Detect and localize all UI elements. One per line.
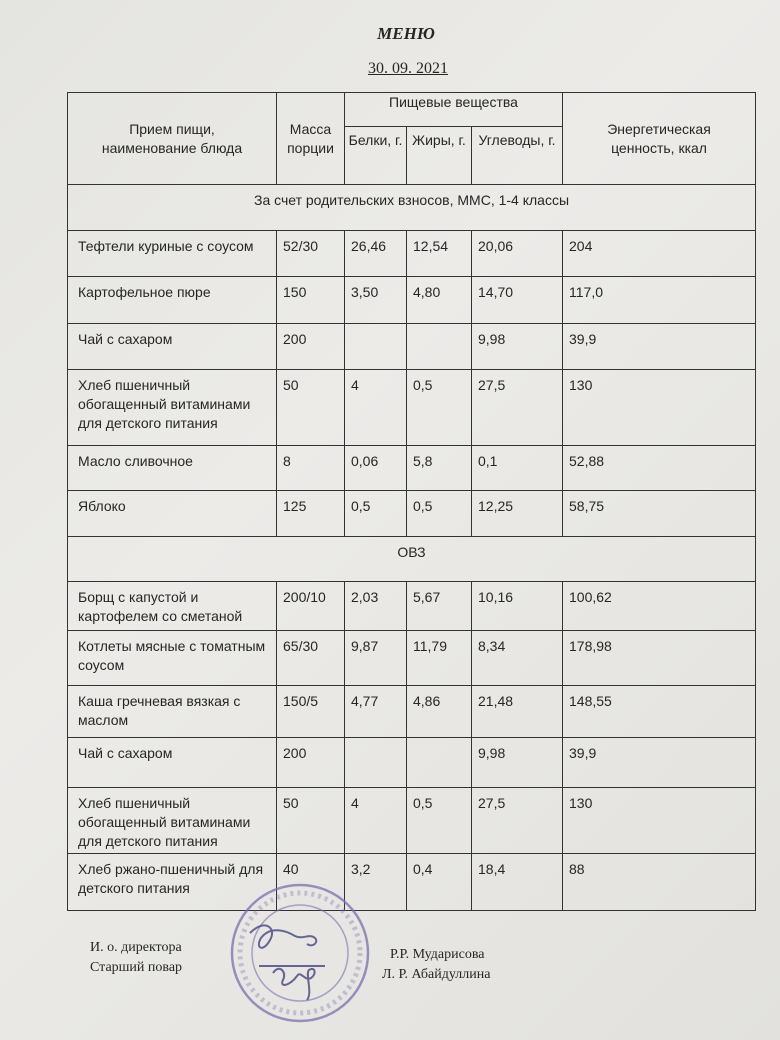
director-name: Р.Р. Мударисова — [390, 947, 485, 962]
signature-names — [382, 945, 490, 986]
cell-protein: 4 — [345, 788, 407, 854]
cell-protein: 0,06 — [345, 446, 407, 491]
cell-energy: 39,9 — [563, 324, 756, 370]
header-carbs: Углеводы, г. — [472, 127, 563, 185]
cell-protein — [345, 324, 407, 370]
table-row — [68, 446, 756, 491]
document-date: 30. 09. 2021 — [368, 60, 448, 77]
round-stamp-icon — [215, 878, 385, 1028]
cell-energy: 88 — [563, 853, 756, 910]
cell-fat: 0,4 — [407, 853, 472, 910]
cell-protein: 3,50 — [345, 277, 407, 324]
table-row — [68, 491, 756, 537]
cell-mass: 52/30 — [277, 231, 345, 277]
menu-table — [67, 92, 756, 911]
cell-carbs: 20,06 — [472, 231, 563, 277]
cell-energy: 178,98 — [563, 631, 756, 686]
cell-mass: 40 — [277, 853, 345, 910]
cook-title: Старший повар — [90, 960, 183, 976]
cell-fat: 0,5 — [407, 788, 472, 854]
cell-carbs: 9,98 — [472, 324, 563, 370]
cell-mass: 50 — [277, 788, 345, 854]
cell-mass: 200/10 — [277, 582, 345, 631]
cell-mass: 150 — [277, 277, 345, 324]
cell-name: Масло сливочное — [68, 446, 277, 491]
header-mass: Масса порции — [277, 93, 345, 185]
cell-protein: 4 — [345, 370, 407, 446]
document-title: МЕНЮ — [377, 24, 435, 43]
cell-fat: 4,80 — [407, 277, 472, 324]
cell-mass: 50 — [277, 370, 345, 446]
cell-fat: 5,67 — [407, 582, 472, 631]
cell-protein: 0,5 — [345, 491, 407, 537]
cell-name: Каша гречневая вязкая с маслом — [68, 686, 277, 738]
table-row — [68, 277, 756, 324]
cook-name: Л. Р. Абайдуллина — [382, 967, 491, 983]
cell-carbs: 12,25 — [472, 491, 563, 537]
cell-fat: 11,79 — [407, 631, 472, 686]
cell-energy: 148,55 — [563, 686, 756, 738]
header-meal: Прием пищи, наименование блюда — [68, 93, 277, 185]
cell-name: Чай с сахаром — [68, 738, 277, 788]
cell-energy: 204 — [563, 231, 756, 277]
header-fat: Жиры, г. — [407, 127, 472, 185]
cell-fat: 0,5 — [407, 491, 472, 537]
table-row — [68, 686, 756, 738]
cell-carbs: 9,98 — [472, 738, 563, 788]
cell-mass: 8 — [277, 446, 345, 491]
cell-energy: 100,62 — [563, 582, 756, 631]
cell-fat — [407, 324, 472, 370]
header-nutrients: Пищевые вещества — [345, 93, 563, 127]
cell-fat — [407, 738, 472, 788]
table-row — [68, 324, 756, 370]
cell-carbs: 14,70 — [472, 277, 563, 324]
cell-energy: 117,0 — [563, 277, 756, 324]
table-row — [68, 582, 756, 631]
cell-carbs: 8,34 — [472, 631, 563, 686]
cell-carbs: 18,4 — [472, 853, 563, 910]
cell-energy: 58,75 — [563, 491, 756, 537]
cell-carbs: 10,16 — [472, 582, 563, 631]
cell-mass: 125 — [277, 491, 345, 537]
section-title: За счет родительских взносов, ММС, 1-4 классы — [68, 185, 756, 231]
cell-name: Чай с сахаром — [68, 324, 277, 370]
cell-protein: 26,46 — [345, 231, 407, 277]
cell-protein: 2,03 — [345, 582, 407, 631]
table-row — [68, 788, 756, 854]
cell-name: Картофельное пюре — [68, 277, 277, 324]
cell-fat: 5,8 — [407, 446, 472, 491]
cell-name: Хлеб пшеничный обогащенный витаминами для детского питания — [68, 370, 277, 446]
cell-mass: 200 — [277, 738, 345, 788]
cell-carbs: 27,5 — [472, 788, 563, 854]
table-row — [68, 853, 756, 910]
cell-name: Борщ с капустой и картофелем со сметаной — [68, 582, 277, 631]
cell-mass: 200 — [277, 324, 345, 370]
cell-protein — [345, 738, 407, 788]
cell-name: Котлеты мясные с томатным соусом — [68, 631, 277, 686]
table-row — [68, 738, 756, 788]
cell-fat: 4,86 — [407, 686, 472, 738]
signature-icon — [250, 925, 325, 1000]
cell-protein: 4,77 — [345, 686, 407, 738]
cell-energy: 130 — [563, 370, 756, 446]
cell-carbs: 27,5 — [472, 370, 563, 446]
cell-name: Хлеб ржано-пшеничный для детского питания — [68, 853, 277, 910]
signature-titles — [90, 938, 182, 979]
cell-protein: 3,2 — [345, 853, 407, 910]
table-row — [68, 231, 756, 277]
cell-name: Тефтели куриные с соусом — [68, 231, 277, 277]
cell-mass: 65/30 — [277, 631, 345, 686]
cell-protein: 9,87 — [345, 631, 407, 686]
cell-fat: 0,5 — [407, 370, 472, 446]
cell-energy: 52,88 — [563, 446, 756, 491]
cell-carbs: 21,48 — [472, 686, 563, 738]
director-title: И. о. директора — [90, 940, 182, 955]
header-energy: Энергетическая ценность, ккал — [563, 93, 756, 185]
cell-carbs: 0,1 — [472, 446, 563, 491]
table-row — [68, 631, 756, 686]
cell-mass: 150/5 — [277, 686, 345, 738]
cell-name: Хлеб пшеничный обогащенный витаминами для детского питания — [68, 788, 277, 854]
cell-energy: 130 — [563, 788, 756, 854]
menu-body — [68, 185, 756, 911]
cell-fat: 12,54 — [407, 231, 472, 277]
cell-energy: 39,9 — [563, 738, 756, 788]
section-title: ОВЗ — [68, 537, 756, 582]
header-protein: Белки, г. — [345, 127, 407, 185]
cell-name: Яблоко — [68, 491, 277, 537]
table-row — [68, 370, 756, 446]
